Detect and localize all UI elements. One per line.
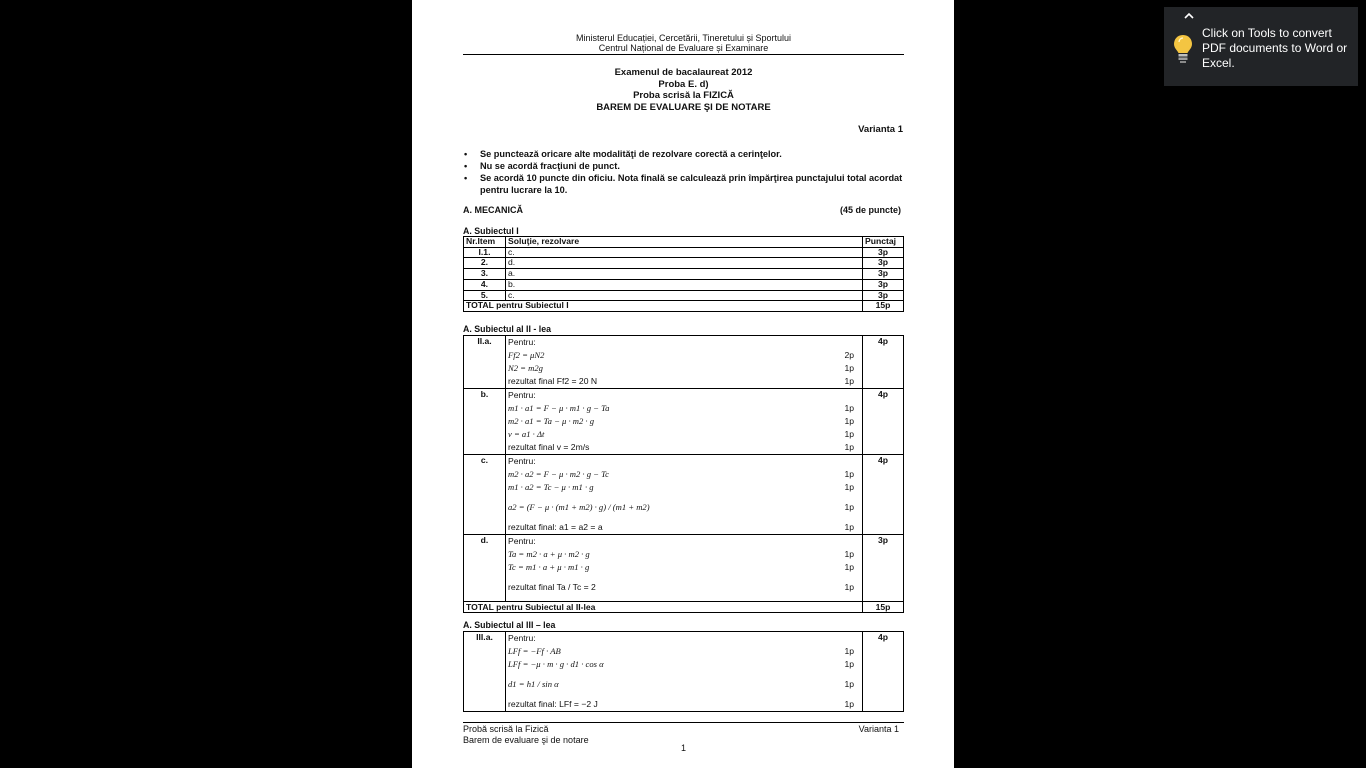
solution-line xyxy=(508,494,860,521)
table-row xyxy=(464,290,904,301)
item-solution xyxy=(506,535,863,602)
item-points: 4p xyxy=(863,389,904,455)
title-line-2: Proba E. d) xyxy=(658,78,709,90)
line-points: 1p xyxy=(844,376,854,386)
item-solution xyxy=(506,632,863,712)
table-row xyxy=(464,455,904,535)
line-points: 1p xyxy=(844,522,854,532)
line-text: rezultat final: a1 = a2 = a xyxy=(508,522,603,532)
line-text: rezultat final Ta / Tc = 2 xyxy=(508,582,596,592)
instruction-item xyxy=(463,148,904,160)
subject-2-table xyxy=(463,335,904,613)
table-row xyxy=(464,632,904,712)
solution-line xyxy=(508,698,860,711)
solution-line xyxy=(508,402,860,415)
header-line-2: Centrul Național de Evaluare și Examinare xyxy=(598,43,769,53)
line-points: 1p xyxy=(844,469,854,479)
line-text: Pentru: xyxy=(508,536,536,546)
line-text: rezultat final Ff2 = 20 N xyxy=(508,376,598,386)
item-number: 2. xyxy=(464,258,506,269)
line-points: 1p xyxy=(844,699,854,709)
solution-line xyxy=(508,561,860,574)
table-row xyxy=(464,258,904,269)
solution-line xyxy=(508,645,860,658)
line-points: 1p xyxy=(844,646,854,656)
title-line-4: BAREM DE EVALUARE ŞI DE NOTARE xyxy=(596,101,771,113)
section-name: A. MECANICĂ xyxy=(463,205,523,215)
subject-2-title: A. Subiectul al II - lea xyxy=(463,324,551,334)
item-points: 4p xyxy=(863,336,904,389)
item-number: 4. xyxy=(464,279,506,290)
line-text: Ta = m2 · a + μ · m2 · g xyxy=(508,549,590,559)
item-points: 3p xyxy=(863,290,904,301)
item-number: 5. xyxy=(464,290,506,301)
item-answer: d. xyxy=(506,258,863,269)
item-solution xyxy=(506,336,863,389)
item-number: III.a. xyxy=(464,632,506,712)
solution-line xyxy=(508,349,860,362)
item-points: 3p xyxy=(863,269,904,280)
line-text: Pentru: xyxy=(508,390,536,400)
bullet-icon: • xyxy=(464,173,468,183)
col-header-item: Nr.Item xyxy=(464,237,506,248)
item-points: 4p xyxy=(863,632,904,712)
item-points: 3p xyxy=(863,279,904,290)
solution-line xyxy=(508,468,860,481)
item-number: d. xyxy=(464,535,506,602)
item-solution xyxy=(506,455,863,535)
section-points: (45 de puncte) xyxy=(839,205,901,215)
solution-line xyxy=(508,441,860,454)
total-points: 15p xyxy=(863,301,904,312)
header-rule xyxy=(463,54,904,55)
item-answer: c. xyxy=(506,290,863,301)
solution-line xyxy=(508,481,860,494)
line-text: m2 · a1 = Ta − μ · m2 · g xyxy=(508,416,595,426)
item-points: 4p xyxy=(863,455,904,535)
instruction-item xyxy=(463,172,904,196)
line-points: 1p xyxy=(844,403,854,413)
total-label: TOTAL pentru Subiectul I xyxy=(464,301,863,312)
line-text: m1 · a2 = Tc − μ · m1 · g xyxy=(508,482,594,492)
instruction-item xyxy=(463,160,904,172)
solution-line xyxy=(508,535,860,548)
item-points: 3p xyxy=(863,247,904,258)
subject-1-table xyxy=(463,236,904,312)
line-points: 1p xyxy=(844,679,854,689)
item-number: b. xyxy=(464,389,506,455)
subject-3-title: A. Subiectul al III – lea xyxy=(463,620,556,630)
section-heading xyxy=(463,205,904,215)
col-header-points: Punctaj xyxy=(863,237,904,248)
line-text: rezultat final v = 2m/s xyxy=(508,442,590,452)
solution-line xyxy=(508,548,860,561)
chevron-up-icon[interactable] xyxy=(1184,10,1194,25)
line-text: Ff2 = μN2 xyxy=(508,350,545,360)
line-points: 1p xyxy=(844,416,854,426)
line-text: Pentru: xyxy=(508,337,536,347)
line-points: 1p xyxy=(844,482,854,492)
line-points: 2p xyxy=(844,350,854,360)
title-line-3: Proba scrisă la FIZICĂ xyxy=(633,90,734,101)
line-points: 1p xyxy=(844,562,854,572)
solution-line xyxy=(508,415,860,428)
ministry-header xyxy=(463,33,904,53)
solution-line xyxy=(508,389,860,402)
total-points: 15p xyxy=(863,602,904,613)
solution-line xyxy=(508,658,860,671)
col-header-solution: Soluţie, rezolvare xyxy=(506,237,863,248)
title-line-1: Examenul de bacalaureat 2012 xyxy=(614,67,753,78)
line-text: d1 = h1 / sin α xyxy=(508,679,559,689)
solution-line xyxy=(508,521,860,534)
item-answer: b. xyxy=(506,279,863,290)
total-row xyxy=(464,602,904,613)
line-text: m2 · a2 = F − μ · m2 · g − Tc xyxy=(508,469,609,479)
solution-line xyxy=(508,336,860,349)
line-text: rezultat final: LFf = −2 J xyxy=(508,699,598,709)
line-points: 1p xyxy=(844,659,854,669)
table-header-row xyxy=(464,237,904,248)
solution-line xyxy=(508,455,860,468)
line-text: Tc = m1 · a + μ · m1 · g xyxy=(508,562,590,572)
line-text: LFf = −Ff · AB xyxy=(508,646,561,656)
notification-text[interactable]: Click on Tools to convert PDF documents to Word or Excel. xyxy=(1202,26,1348,70)
line-points: 1p xyxy=(844,582,854,592)
line-text: N2 = m2g xyxy=(508,363,543,373)
line-points: 1p xyxy=(844,363,854,373)
convert-notification[interactable] xyxy=(1164,7,1358,86)
header-line-1: Ministerul Educației, Cercetării, Tineretului și Sportului xyxy=(575,33,792,43)
instruction-text: Se punctează oricare alte modalităţi de rezolvare corectă a cerinţelor. xyxy=(480,149,782,159)
pdf-page xyxy=(412,0,954,768)
item-number: 3. xyxy=(464,269,506,280)
solution-line xyxy=(508,671,860,698)
item-number: c. xyxy=(464,455,506,535)
line-text: m1 · a1 = F − μ · m1 · g − Ta xyxy=(508,403,610,413)
subject-1-title: A. Subiectul I xyxy=(463,226,519,236)
item-points: 3p xyxy=(863,258,904,269)
bullet-icon: • xyxy=(464,161,468,171)
solution-line xyxy=(508,574,860,601)
total-label: TOTAL pentru Subiectul al II-lea xyxy=(464,602,863,613)
line-text: LFf = −μ · m · g · d1 · cos α xyxy=(508,659,604,669)
footer-left-1: Probă scrisă la Fizică xyxy=(463,724,549,734)
footer-variant: Varianta 1 xyxy=(858,724,899,734)
total-row xyxy=(464,301,904,312)
solution-line xyxy=(508,428,860,441)
line-text: Pentru: xyxy=(508,456,536,466)
table-row xyxy=(464,535,904,602)
line-points: 1p xyxy=(844,442,854,452)
line-points: 1p xyxy=(844,429,854,439)
item-number: II.a. xyxy=(464,336,506,389)
solution-line xyxy=(508,375,860,388)
line-points: 1p xyxy=(844,549,854,559)
table-row xyxy=(464,247,904,258)
line-text: Pentru: xyxy=(508,633,536,643)
instructions-list xyxy=(463,148,904,196)
item-answer: a. xyxy=(506,269,863,280)
instruction-text: Nu se acordă fracţiuni de punct. xyxy=(480,161,620,171)
lightbulb-icon xyxy=(1172,33,1194,69)
page-number: 1 xyxy=(680,743,686,753)
solution-line xyxy=(508,362,860,375)
line-points: 1p xyxy=(844,502,854,512)
footer-left-2: Barem de evaluare şi de notare xyxy=(463,735,589,745)
item-answer: c. xyxy=(506,247,863,258)
table-row xyxy=(464,269,904,280)
table-row xyxy=(464,389,904,455)
line-text: v = a1 · Δt xyxy=(508,429,545,439)
line-text: a2 = (F − μ · (m1 + m2) · g) / (m1 + m2) xyxy=(508,502,650,512)
solution-line xyxy=(508,632,860,645)
item-solution xyxy=(506,389,863,455)
item-number: I.1. xyxy=(464,247,506,258)
table-row xyxy=(464,279,904,290)
subject-3-table xyxy=(463,631,904,712)
item-points: 3p xyxy=(863,535,904,602)
bullet-icon: • xyxy=(464,149,468,159)
variant-label: Varianta 1 xyxy=(858,124,903,135)
instruction-text: Se acordă 10 puncte din oficiu. Nota finală se calculează prin împărţirea punctajului total acordat pentru lucrare la 10. xyxy=(480,173,903,195)
document-title xyxy=(463,67,904,113)
table-row xyxy=(464,336,904,389)
